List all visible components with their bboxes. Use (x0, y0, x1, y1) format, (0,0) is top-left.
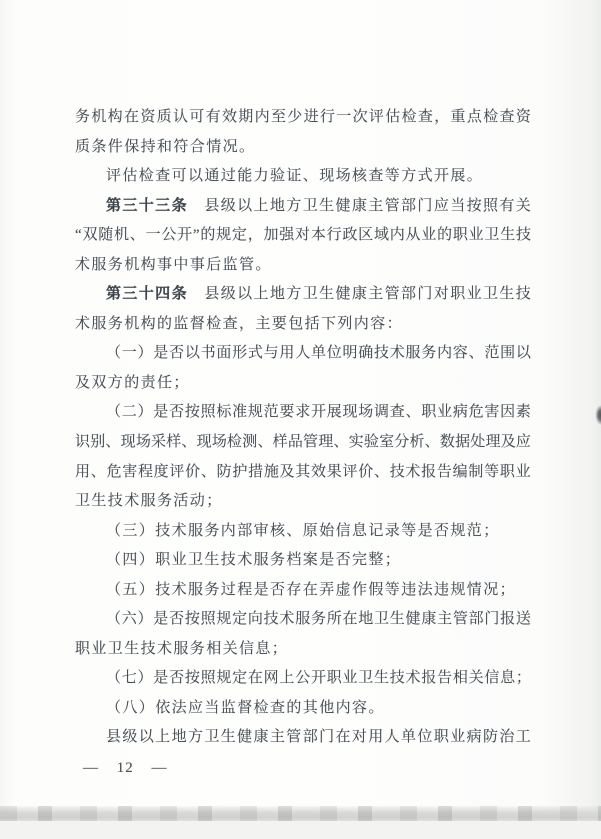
text-line: （四）职业卫生技术服务档案是否完整； (106, 552, 402, 569)
text-line: （八）依法应当监督检查的其他内容。 (106, 699, 385, 716)
text-line: 用 、 危 害 程 度 评 价 、 防 护 措 施 及 其 效 果 评 价 、 技 术 报 告 编 制 等 职 业 (75, 463, 531, 480)
text-line: 务 机 构 在 资 质 认 可 有 效 期 内 至 少 进 行 一 次 评 估 检 查 ， 重 点 检 查 资 (75, 109, 531, 125)
text-line: （ 六 ） 是 否 按 照 规 定 向 技 术 服 务 所 在 地 卫 生 健 康 主 管 部 门 报 送 (106, 611, 531, 628)
text-line: 术服务机构的监督检查，主要包括下列内容： (75, 315, 404, 332)
text-line: 卫生技术服务活动； (75, 493, 223, 510)
right-edge-ink-mark (593, 401, 601, 429)
text-line: 及双方的责任； (75, 374, 190, 391)
text-line: 第 三 十 四 条 县 级 以 上 地 方 卫 生 健 康 主 管 部 门 对 职 业 卫 生 技 (106, 286, 531, 303)
text-block (75, 103, 531, 753)
page-number: — 12 — (83, 760, 168, 776)
text-line: （ 七 ） 是 否 按 照 规 定 在 网 上 公 开 职 业 卫 生 技 术 报 告 相 关 信 息 ； (106, 670, 531, 687)
text-line: 评估检查可以通过能力验证、现场核查等方式开展。 (106, 168, 484, 185)
text-line: 第 三 十 三 条 县 级 以 上 地 方 卫 生 健 康 主 管 部 门 应 当 按 照 有 关 (106, 197, 531, 214)
text-line: 职业卫生技术服务相关信息； (75, 640, 289, 657)
text-line: 术服务机构事中事后监管。 (75, 256, 272, 273)
text-line: （三）技术服务内部审核、原始信息记录等是否规范； (106, 522, 500, 539)
text-line: 识 别 、 现 场 采 样 、 现 场 检 测 、 样 品 管 理 、 实 验 室 分 析 、 数 据 处 理 及 应 (75, 434, 531, 451)
paper-bottom-scan-edge (0, 806, 601, 821)
text-line: 质条件保持和符合情况。 (75, 138, 256, 155)
text-line: 县 级 以 上 地 方 卫 生 健 康 主 管 部 门 在 对 用 人 单 位 职 业 病 防 治 工 (106, 729, 531, 746)
text-line: （ 一 ） 是 否 以 书 面 形 式 与 用 人 单 位 明 确 技 术 服 务 内 容 、 范 围 以 (106, 345, 531, 362)
text-line: （ 二 ） 是 否 按 照 标 准 规 范 要 求 开 展 现 场 调 查 、 职 业 病 危 害 因 素 (106, 404, 531, 421)
text-line: “ 双 随 机 、 一 公 开 ” 的 规 定 ， 加 强 对 本 行 政 区 域 内 从 业 的 职 业 卫 生 技 (75, 227, 531, 244)
text-line: （五）技术服务过程是否存在弄虚作假等违法违规情况； (106, 581, 517, 598)
